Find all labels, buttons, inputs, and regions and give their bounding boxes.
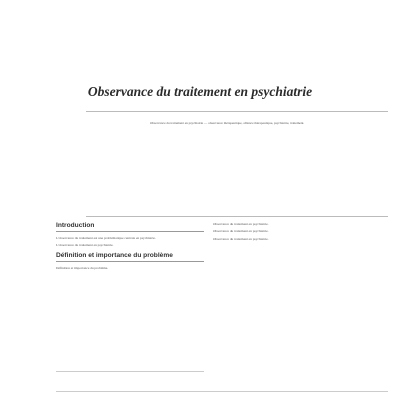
body-paragraph: L'observance du traitement est une problématique centrale en psychiatrie.: [56, 236, 156, 240]
affiliation-note: [56, 371, 204, 374]
right-column: [213, 222, 389, 244]
body-paragraph: Observance du traitement en psychiatrie.: [213, 236, 269, 241]
section-heading: Définition et importance du problème: [56, 252, 204, 262]
article-title: Observance du traitement en psychiatrie: [87, 84, 313, 99]
abstract-text: Observance du traitement en psychiatrie — observance thérapeutique, alliance thérapeutique, psychiatrie, traitement.: [150, 121, 305, 125]
body-paragraph: Définition et importance du problème.: [56, 265, 109, 270]
header-divider: [86, 111, 388, 112]
body-paragraph: Observance du traitement en psychiatrie.: [213, 229, 269, 234]
left-column: [56, 222, 204, 273]
section-heading: Introduction: [56, 222, 204, 232]
body-paragraph: L'observance du traitement en psychiatrie.: [56, 243, 114, 248]
abstract: [150, 121, 388, 126]
abstract-divider: [86, 216, 388, 217]
body-paragraph: Observance du traitement en psychiatrie.: [213, 222, 269, 226]
side-copyright-text: [4, 30, 10, 90]
page-footer: [56, 391, 388, 393]
